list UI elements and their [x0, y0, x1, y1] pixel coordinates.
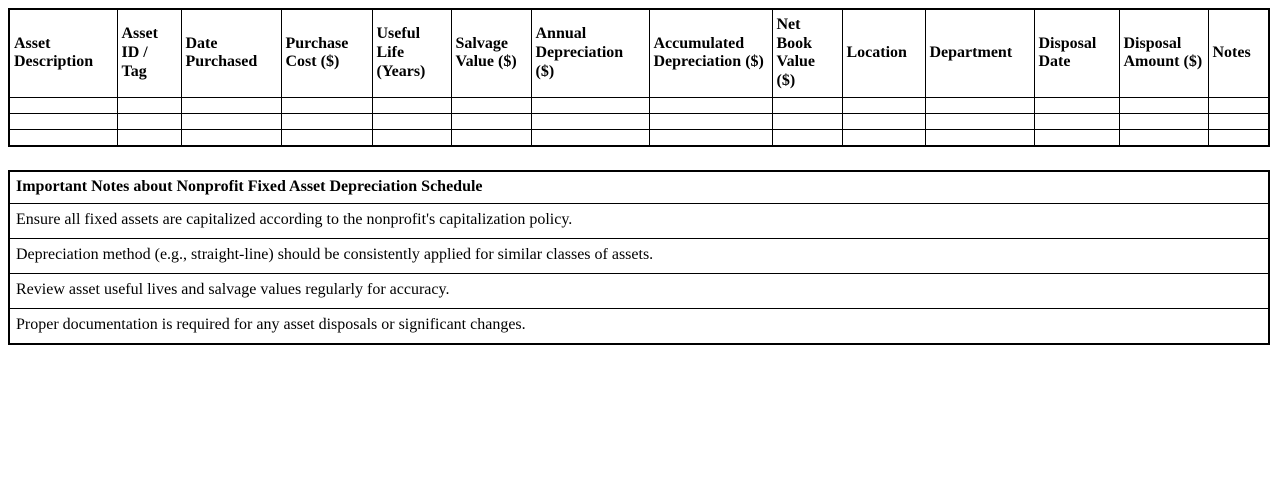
- empty-cell: [531, 129, 649, 146]
- note-row: [9, 273, 1269, 308]
- asset-table-body: [9, 97, 1269, 146]
- empty-cell: [281, 97, 372, 113]
- empty-cell: [451, 129, 531, 146]
- empty-cell: [1119, 129, 1208, 146]
- empty-cell: [281, 113, 372, 129]
- col-header-disposal-date: Disposal Date: [1034, 9, 1119, 97]
- empty-cell: [842, 97, 925, 113]
- note-item: Review asset useful lives and salvage values regularly for accuracy.: [9, 273, 1269, 308]
- col-header-department: Department: [925, 9, 1034, 97]
- notes-title: Important Notes about Nonprofit Fixed Asset Depreciation Schedule: [9, 171, 1269, 204]
- empty-cell: [117, 129, 181, 146]
- col-header-asset-description: Asset Description: [9, 9, 117, 97]
- empty-cell: [181, 113, 281, 129]
- empty-cell: [451, 113, 531, 129]
- col-header-purchase-cost: Purchase Cost ($): [281, 9, 372, 97]
- important-notes-table: [8, 170, 1270, 345]
- empty-cell: [772, 129, 842, 146]
- col-header-disposal-amount: Disposal Amount ($): [1119, 9, 1208, 97]
- col-header-useful-life: Useful Life (Years): [372, 9, 451, 97]
- note-item: Proper documentation is required for any asset disposals or significant changes.: [9, 308, 1269, 344]
- empty-cell: [925, 113, 1034, 129]
- col-header-date-purchased: Date Purchased: [181, 9, 281, 97]
- empty-cell: [1034, 113, 1119, 129]
- asset-table-header-row: [9, 9, 1269, 97]
- empty-cell: [1034, 129, 1119, 146]
- empty-cell: [772, 113, 842, 129]
- col-header-net-book-value: Net Book Value ($): [772, 9, 842, 97]
- note-row: [9, 308, 1269, 344]
- empty-cell: [649, 129, 772, 146]
- empty-cell: [1119, 113, 1208, 129]
- empty-cell: [117, 113, 181, 129]
- empty-cell: [9, 97, 117, 113]
- col-header-asset-id-tag: Asset ID / Tag: [117, 9, 181, 97]
- empty-cell: [1208, 97, 1269, 113]
- empty-cell: [372, 97, 451, 113]
- empty-cell: [925, 129, 1034, 146]
- empty-cell: [9, 113, 117, 129]
- empty-cell: [1208, 129, 1269, 146]
- empty-cell: [117, 97, 181, 113]
- empty-cell: [1034, 97, 1119, 113]
- note-row: [9, 238, 1269, 273]
- empty-asset-row: [9, 129, 1269, 146]
- empty-cell: [181, 97, 281, 113]
- asset-depreciation-table: [8, 8, 1270, 147]
- notes-title-row: [9, 171, 1269, 204]
- empty-cell: [372, 129, 451, 146]
- empty-cell: [531, 97, 649, 113]
- col-header-accumulated-depreciation: Accumulated Depreciation ($): [649, 9, 772, 97]
- col-header-location: Location: [842, 9, 925, 97]
- empty-cell: [451, 97, 531, 113]
- empty-asset-row: [9, 113, 1269, 129]
- empty-asset-row: [9, 97, 1269, 113]
- empty-cell: [531, 113, 649, 129]
- col-header-salvage-value: Salvage Value ($): [451, 9, 531, 97]
- empty-cell: [649, 113, 772, 129]
- note-row: [9, 203, 1269, 238]
- note-item: Depreciation method (e.g., straight-line) should be consistently applied for similar classes of assets.: [9, 238, 1269, 273]
- empty-cell: [1119, 97, 1208, 113]
- col-header-notes: Notes: [1208, 9, 1269, 97]
- empty-cell: [842, 113, 925, 129]
- empty-cell: [925, 97, 1034, 113]
- note-item: Ensure all fixed assets are capitalized according to the nonprofit's capitalization policy.: [9, 203, 1269, 238]
- empty-cell: [372, 113, 451, 129]
- empty-cell: [9, 129, 117, 146]
- empty-cell: [649, 97, 772, 113]
- empty-cell: [842, 129, 925, 146]
- empty-cell: [772, 97, 842, 113]
- empty-cell: [1208, 113, 1269, 129]
- empty-cell: [281, 129, 372, 146]
- col-header-annual-depreciation: Annual Depreciation ($): [531, 9, 649, 97]
- empty-cell: [181, 129, 281, 146]
- notes-table-body: [9, 171, 1269, 344]
